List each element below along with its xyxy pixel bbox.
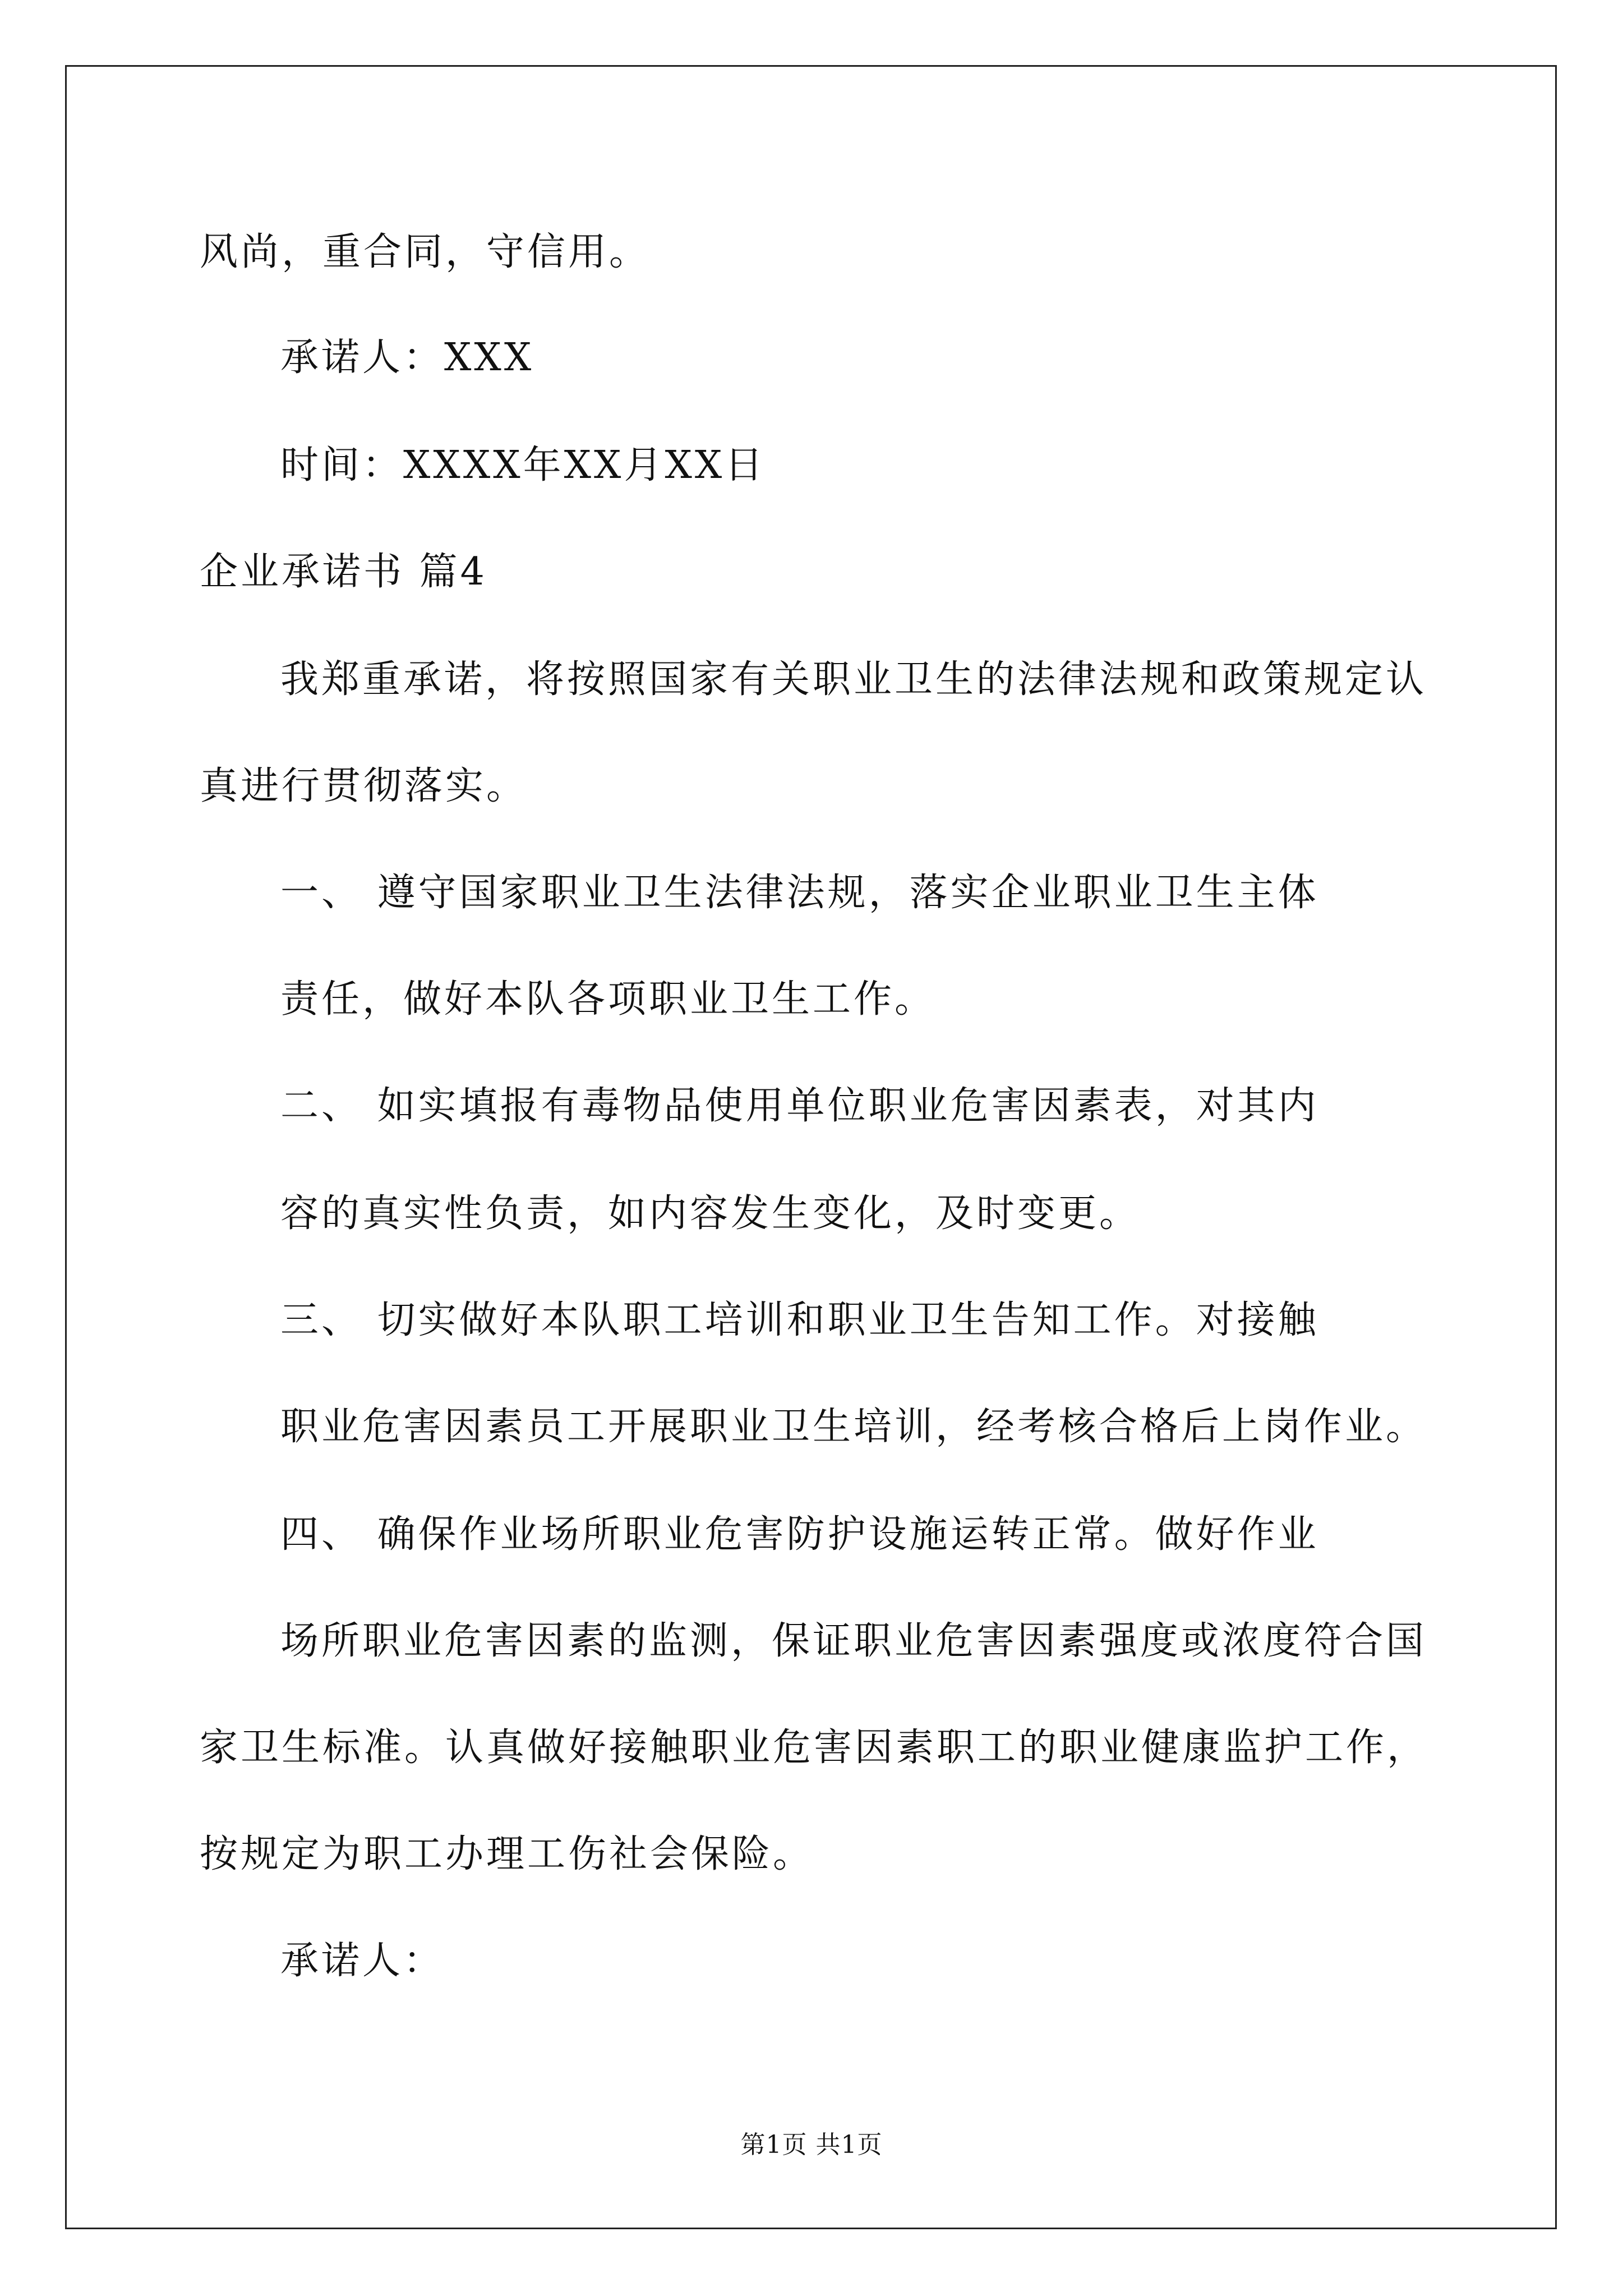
text-line: 我郑重承诺，将按照国家有关职业卫生的法律法规和政策规定认 (280, 657, 1427, 702)
text-line: 真进行贯彻落实。 (200, 764, 528, 808)
signatory-line: 承诺人：XXX (280, 335, 534, 380)
page-footer: 第1页 共1页 (740, 2131, 883, 2159)
text-line: 按规定为职工办理工伤社会保险。 (200, 1832, 814, 1876)
signatory-line: 承诺人： (280, 1939, 445, 1983)
date-line: 时间：XXXX年XX月XX日 (280, 443, 766, 487)
text-line: 家卫生标准。认真做好接触职业危害因素职工的职业健康监护工作， (200, 1726, 1428, 1770)
text-line: 四、 确保作业场所职业危害防护设施运转正常。做好作业 (280, 1512, 1319, 1557)
section-heading: 企业承诺书 篇4 (200, 550, 487, 594)
text-line: 二、 如实填报有毒物品使用单位职业危害因素表，对其内 (280, 1084, 1319, 1128)
text-line: 三、 切实做好本队职工培训和职业卫生告知工作。对接触 (280, 1298, 1319, 1342)
page-border (65, 65, 1557, 2229)
text-line: 责任，做好本队各项职业卫生工作。 (280, 977, 936, 1022)
text-line: 一、 遵守国家职业卫生法律法规，落实企业职业卫生主体 (280, 871, 1319, 915)
text-line: 风尚，重合同，守信用。 (200, 230, 651, 274)
text-line: 职业危害因素员工开展职业卫生培训，经考核合格后上岗作业。 (280, 1405, 1427, 1449)
text-line: 场所职业危害因素的监测，保证职业危害因素强度或浓度符合国 (280, 1619, 1427, 1663)
text-line: 容的真实性负责，如内容发生变化，及时变更。 (280, 1191, 1141, 1236)
